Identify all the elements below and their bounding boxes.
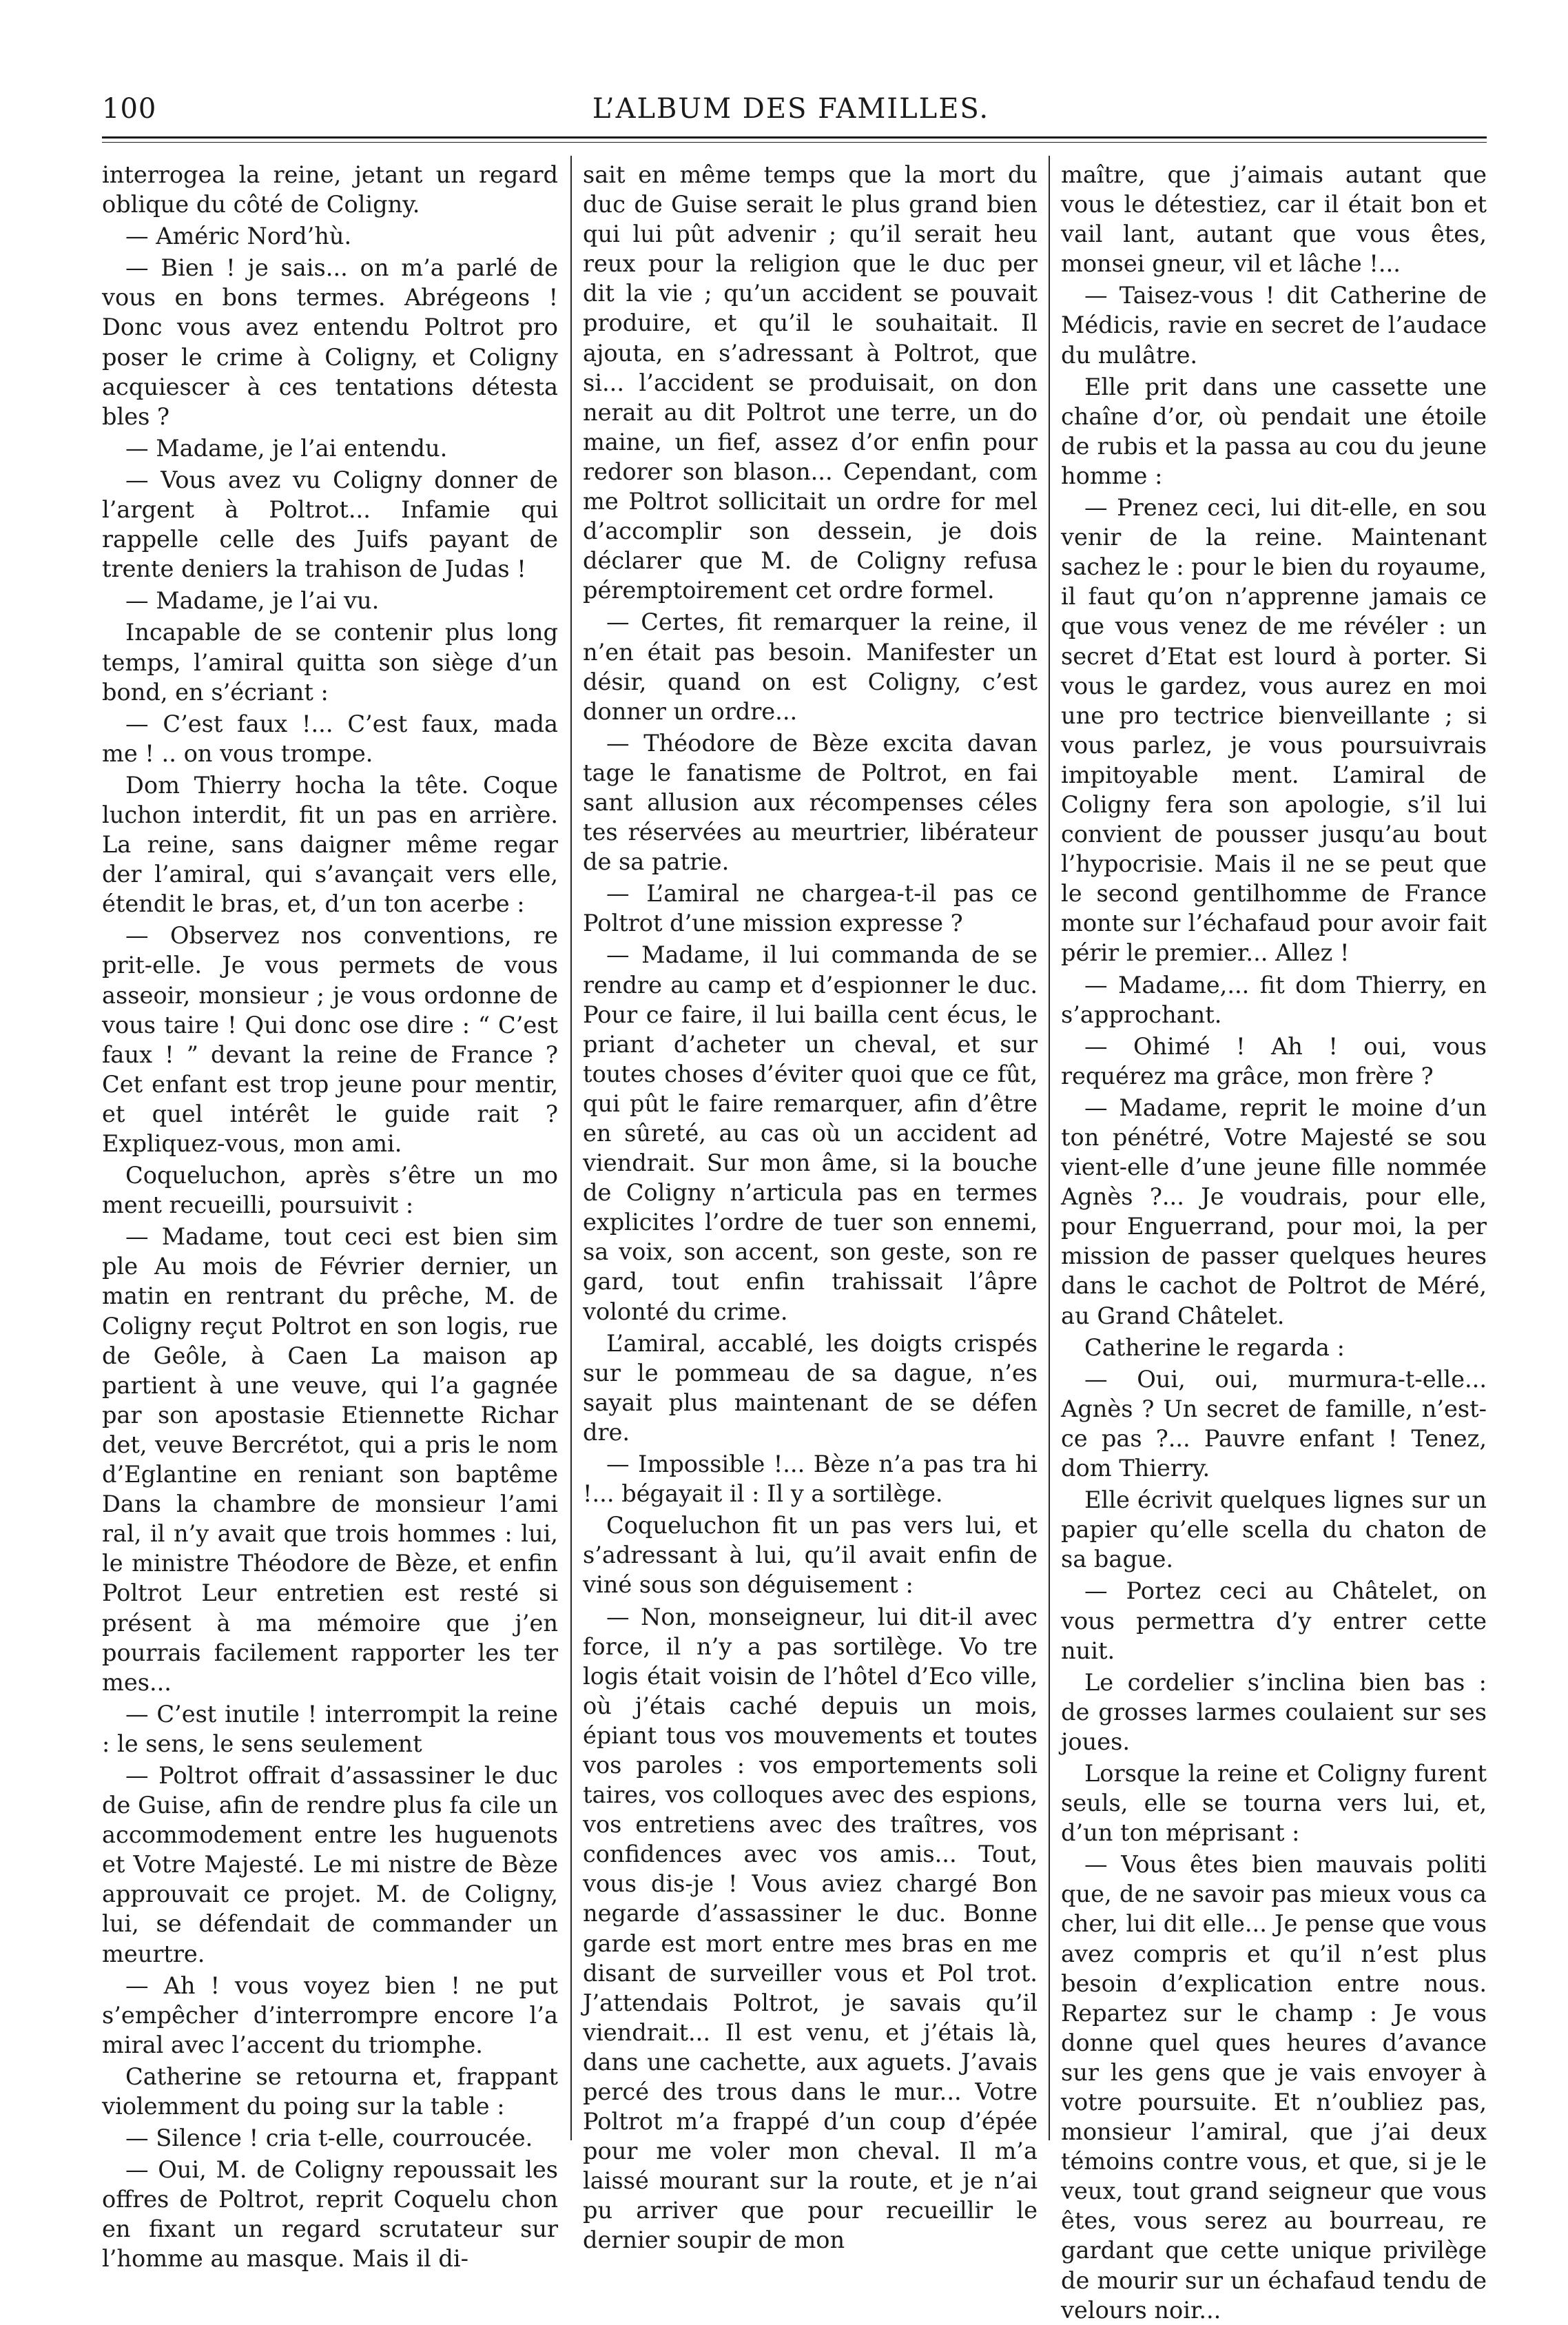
paragraph: maître, que j’aimais autant que vous le détestiez, car il était bon et vail lant, autant que vous êtes, monsei gneur, vil et lâche !... <box>1061 161 1487 278</box>
text-column-2 <box>583 160 1038 2254</box>
paragraph: — Vous êtes bien mauvais politi que, de ne savoir pas mieux vous ca cher, lui dit elle... Je pense que vous avez compris et qu’il n’est plus besoin d’explication entre nous. Repartez sur le champ : Je vous donne quel ques heures d’avance sur les gens que je vais envoyer à votre poursuite. Et n’oubliez pas, monsieur l’amiral, que j’ai deux témoins contre vous, et que, si je le veux, tout grand seigneur que vous êtes, vous serez au bourreau, re gardant que cette unique privilège de mourir sur un échafaud tendu de velours noir... <box>1061 1851 1487 2324</box>
paragraph: — Poltrot offrait d’assassiner le duc de Guise, afin de rendre plus fa cile un accommodement entre les huguenots et Votre Majesté. Le mi nistre de Bèze approuvait ce projet. M. de Coligny, lui, se défendait de commander un meurtre. <box>102 1761 558 1967</box>
paragraph: Catherine se retourna et, frappant violemment du poing sur la table : <box>102 2062 558 2120</box>
paragraph: Catherine le regarda : <box>1084 1333 1345 1361</box>
running-title: L’ALBUM DES FAMILLES. <box>592 93 990 125</box>
paragraph: — Madame, je l’ai vu. <box>125 587 380 615</box>
header-rule-thin <box>102 142 1487 143</box>
page-header <box>102 88 1480 130</box>
paragraph: — Madame, je l’ai entendu. <box>125 434 448 462</box>
paragraph: — Oui, M. de Coligny repoussait les offres de Poltrot, reprit Coquelu chon en fixant un regard scrutateur sur l’homme au masque. Mais il di- <box>102 2156 558 2273</box>
page-number: 100 <box>102 93 157 125</box>
paragraph: L’amiral, accablé, les doigts crispés sur le pommeau de sa dague, n’es sayait plus maintenant de se défen dre. <box>583 1329 1038 1446</box>
paragraph: — Oui, oui, murmura-t-elle... Agnès ? Un secret de famille, n’est-ce pas ?... Pauvre enfant ! Tenez, dom Thierry. <box>1061 1365 1487 1482</box>
paragraph: Coqueluchon fit un pas vers lui, et s’adressant à lui, qu’il avait enfin de viné sous son déguisement : <box>583 1512 1038 1599</box>
paragraph: — L’amiral ne chargea-t-il pas ce Poltrot d’une mission expresse ? <box>583 880 1038 937</box>
text-column-1 <box>102 160 558 2273</box>
text-column-3 <box>1061 160 1487 2324</box>
paragraph: Lorsque la reine et Coligny furent seuls, elle se tourna vers lui, et, d’un ton méprisant : <box>1061 1759 1487 1847</box>
paragraph: Incapable de se contenir plus long temps, l’amiral quitta son siège d’un bond, en s’écriant : <box>102 619 558 706</box>
paragraph: — Certes, fit remarquer la reine, il n’en était pas besoin. Manifester un désir, quand on est Coligny, c’est donner un ordre... <box>583 608 1038 725</box>
paragraph: interrogea la reine, jetant un regard oblique du côté de Coligny. <box>102 161 558 218</box>
paragraph: — Bien ! je sais... on m’a parlé de vous en bons termes. Abrégeons ! Donc vous avez entendu Poltrot pro poser le crime à Coligny, et Coligny acquiescer à ces tentations détesta bles ? <box>102 254 558 430</box>
paragraph: — Madame,... fit dom Thierry, en s’approchant. <box>1061 971 1487 1028</box>
column-separator <box>570 156 572 2140</box>
paragraph: sait en même temps que la mort du duc de Guise serait le plus grand bien qui lui pût advenir ; qu’il serait heu reux pour la religion que le duc per dit la vie ; qu’un accident se pouvait produire, et qu’il le souhaitait. Il ajouta, en s’adressant à Poltrot, que si... l’accident se produisait, on don nerait au dit Poltrot une terre, un do maine, un fief, assez d’or enfin pour redorer son blason... Cependant, com me Poltrot sollicitait un ordre for mel d’accomplir son dessein, je dois déclarer que M. de Coligny refusa péremptoirement cet ordre formel. <box>583 161 1038 604</box>
paragraph: — Silence ! cria t-elle, courroucée. <box>125 2124 533 2152</box>
paragraph: — Ohimé ! Ah ! oui, vous requérez ma grâce, mon frère ? <box>1061 1032 1487 1089</box>
paragraph: — Impossible !... Bèze n’a pas tra hi !... bégayait il : Il y a sortilège. <box>583 1451 1038 1508</box>
paragraph: Le cordelier s’inclina bien bas : de grosses larmes coulaient sur ses joues. <box>1061 1668 1487 1755</box>
paragraph: — C’est inutile ! interrompit la reine : le sens, le sens seulement <box>102 1700 558 1757</box>
paragraph: — Non, monseigneur, lui dit-il avec force, il n’y a pas sortilège. Vo tre logis était voisin de l’hôtel d’Eco ville, où j’étais caché depuis un mois, épiant tous vos mouvements et toutes vos paroles : vos emportements soli taires, vos colloques avec des espions, vos entretiens avec des traîtres, vos confidences avec vos amis... Tout, vous dis-je ! Vous aviez chargé Bon negarde d’assassiner le duc. Bonne garde est mort entre mes bras en me disant de surveiller vous et Pol trot. J’attendais Poltrot, je savais qu’il viendrait... Il est venu, et j’étais là, dans une cachette, aux aguets. J’avais percé des trous dans le mur... Votre Poltrot m’a frappé d’un coup d’épée pour me voler mon cheval. Il m’a laissé mourant sur la route, et je n’ai pu arriver que pour recueillir le dernier soupir de mon <box>583 1603 1038 2254</box>
paragraph: — Madame, il lui commanda de se rendre au camp et d’espionner le duc. Pour ce faire, il lui bailla cent écus, le priant d’acheter un cheval, et sur toutes choses d’éviter quoi que ce fût, qui pût le faire remarquer, afin d’être en sûreté, au cas où un accident ad viendrait. Sur mon âme, si la bouche de Coligny n’articula pas en termes explicites l’ordre de tuer son ennemi, sa voix, son accent, son geste, son re gard, tout enfin trahissait l’âpre volonté du crime. <box>583 941 1038 1325</box>
paragraph: — Prenez ceci, lui dit-elle, en sou venir de la reine. Maintenant sachez le : pour le bien du royaume, il faut qu’on n’apprenne jamais ce que vous venez de me révéler : un secret d’Etat est lourd à porter. Si vous le gardez, vous aurez en moi une pro tectrice bienveillante ; si vous parlez, je vous poursuivrais impitoyable ment. L’amiral de Coligny fera son apologie, s’il lui convient de pousser jusqu’au bout l’hypocrisie. Mais il ne se peut que le second gentilhomme de France monte sur l’échafaud pour avoir fait périr le premier... Allez ! <box>1061 494 1487 967</box>
paragraph: Elle prit dans une cassette une chaîne d’or, où pendait une étoile de rubis et la passa au cou du jeune homme : <box>1061 373 1487 489</box>
column-separator <box>1049 156 1050 2140</box>
paragraph: — Madame, reprit le moine d’un ton pénétré, Votre Majesté se sou vient-elle d’une jeune fille nommée Agnès ?... Je voudrais, pour elle, pour Enguerrand, pour moi, la per mission de passer quelques heures dans le cachot de Poltrot de Méré, au Grand Châtelet. <box>1061 1094 1487 1329</box>
paragraph: — Madame, tout ceci est bien sim ple Au mois de Février dernier, un matin en rentrant du prêche, M. de Coligny reçut Poltrot en son logis, rue de Geôle, à Caen La maison ap partient à une veuve, qui l’a gagnée par son apostasie Etiennette Richar det, veuve Bercrétot, qui a pris le nom d’Eglantine en reniant son baptême Dans la chambre de monsieur l’ami ral, il n’y avait que trois hommes : lui, le ministre Théodore de Bèze, et enfin Poltrot Leur entretien est resté si présent à ma mémoire que j’en pourrais facilement rapporter les ter mes... <box>102 1223 558 1696</box>
header-rule <box>102 136 1487 139</box>
paragraph: — Taisez-vous ! dit Catherine de Médicis, ravie en secret de l’audace du mulâtre. <box>1061 282 1487 369</box>
paragraph: — Vous avez vu Coligny donner de l’argent à Poltrot... Infamie qui rappelle celle des Juifs payant de trente deniers la trahison de Judas ! <box>102 466 558 583</box>
paragraph: — C’est faux !... C’est faux, mada me ! .. on vous trompe. <box>102 710 558 767</box>
paragraph: — Théodore de Bèze excita davan tage le fanatisme de Poltrot, en fai sant allusion aux récompenses céles tes réservées au meurtrier, libérateur de sa patrie. <box>583 729 1038 876</box>
paragraph: — Améric Nord’hù. <box>125 223 352 250</box>
paragraph: — Observez nos conventions, re prit-elle. Je vous permets de vous asseoir, monsieur ; je vous ordonne de vous taire ! Qui donc ose dire : “ C’est faux ! ” devant la reine de France ? Cet enfant est trop jeune pour mentir, et quel intérêt le guide rait ? Expliquez-vous, mon ami. <box>102 922 558 1157</box>
paragraph: Dom Thierry hocha la tête. Coque luchon interdit, fit un pas en arrière. La reine, sans daigner même regar der l’amiral, qui s’avançait vers elle, étendit le bras, et, d’un ton acerbe : <box>102 771 558 918</box>
paragraph: Coqueluchon, après s’être un mo ment recueilli, poursuivit : <box>102 1162 558 1219</box>
paragraph: — Ah ! vous voyez bien ! ne put s’empêcher d’interrompre encore l’a miral avec l’accent du triomphe. <box>102 1971 558 2058</box>
paragraph: Elle écrivit quelques lignes sur un papier qu’elle scella du chaton de sa bague. <box>1061 1486 1487 1573</box>
paragraph: — Portez ceci au Châtelet, on vous permettra d’y entrer cette nuit. <box>1061 1577 1487 1664</box>
